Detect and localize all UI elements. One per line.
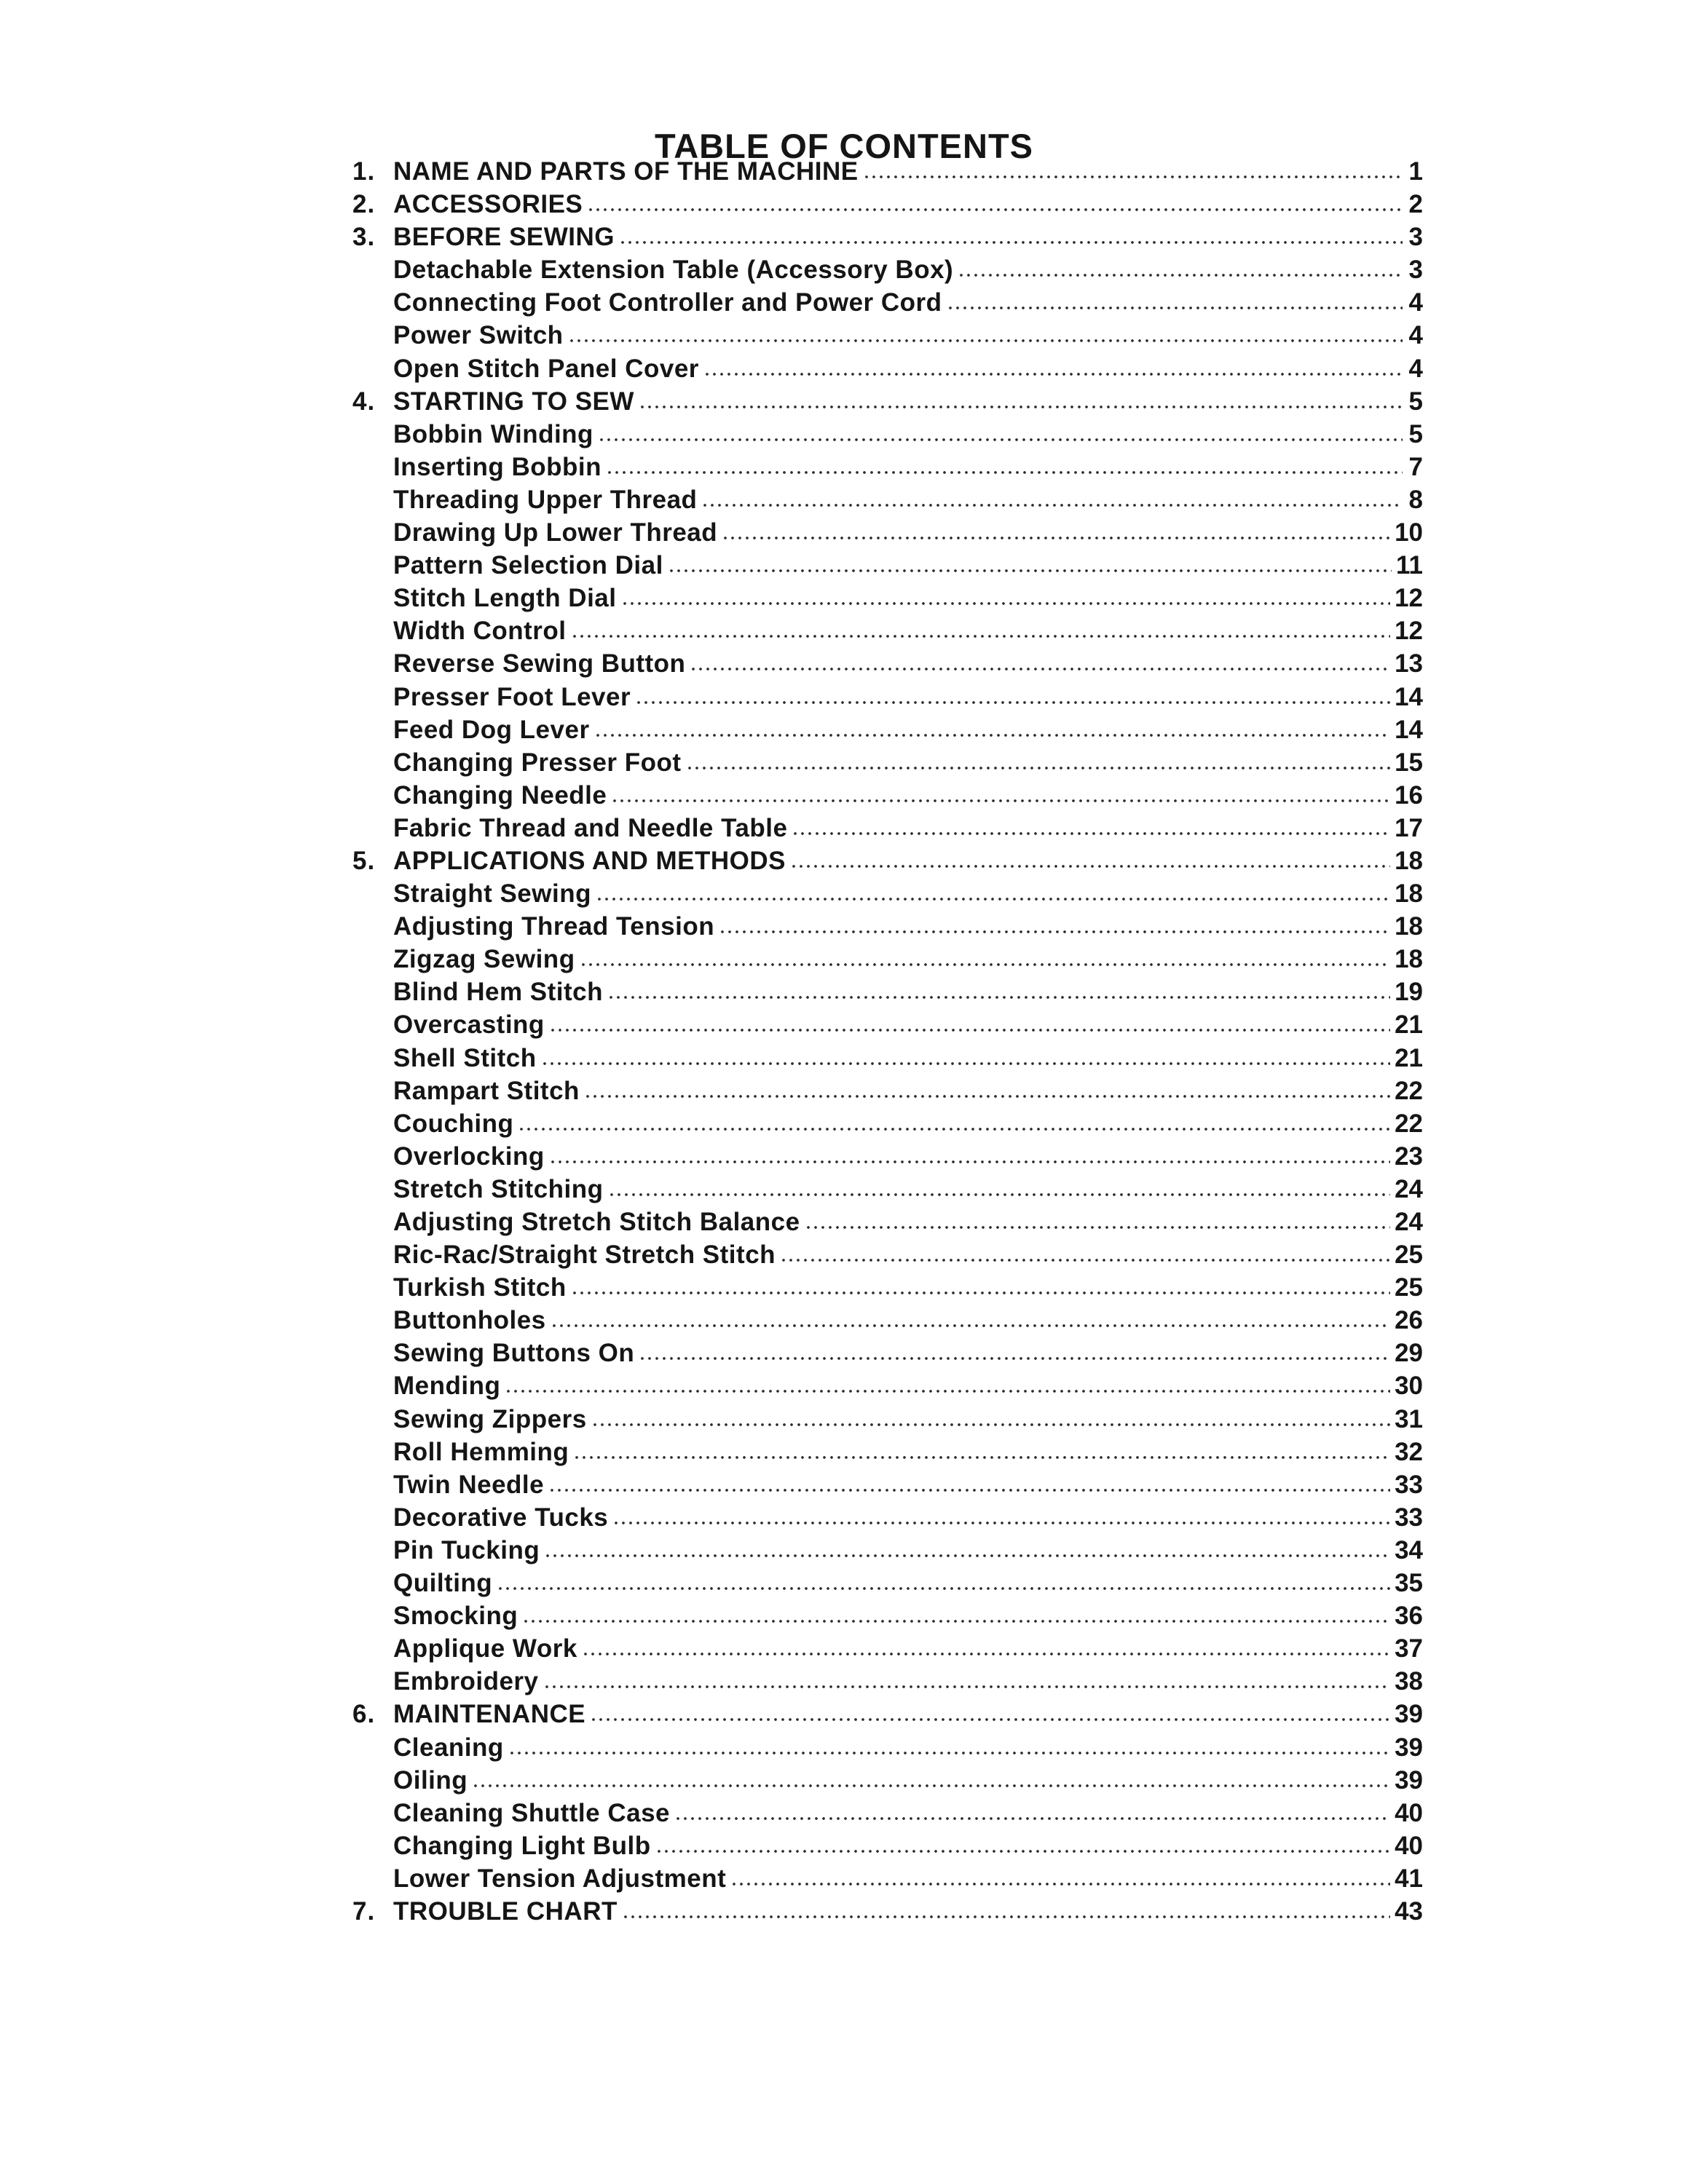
toc-subsection-entry[interactable]	[352, 978, 1423, 1010]
toc-entry-page-number: 43	[1395, 1896, 1423, 1926]
toc-subsection-entry[interactable]	[352, 617, 1423, 649]
dot-leader	[730, 1883, 1390, 1886]
toc-entry-label: Overlocking	[393, 1142, 545, 1171]
dot-leader	[611, 799, 1390, 802]
toc-entry-label: Connecting Foot Controller and Power Cord	[393, 288, 942, 317]
dot-leader	[635, 701, 1390, 704]
toc-entry-page-number: 18	[1395, 846, 1423, 875]
toc-entry-label: Decorative Tucks	[393, 1503, 609, 1532]
toc-entry-page-number: 39	[1395, 1765, 1423, 1795]
toc-section-entry[interactable]	[352, 1897, 1423, 1930]
toc-entry-page-number: 7	[1408, 452, 1423, 481]
toc-subsection-entry[interactable]	[352, 879, 1423, 912]
dot-leader	[571, 1291, 1390, 1294]
toc-subsection-entry[interactable]	[352, 1634, 1423, 1667]
toc-section-entry[interactable]	[352, 847, 1423, 879]
toc-entry-page-number: 36	[1395, 1602, 1423, 1631]
toc-entry-label: Feed Dog Lever	[393, 715, 590, 744]
toc-entry-label: Shell Stitch	[393, 1043, 537, 1072]
dot-leader	[582, 1653, 1390, 1655]
toc-subsection-entry[interactable]	[352, 683, 1423, 716]
toc-entry-label: Drawing Up Lower Thread	[393, 518, 718, 547]
toc-subsection-entry[interactable]	[352, 256, 1423, 288]
toc-subsection-entry[interactable]	[352, 1864, 1423, 1897]
dot-leader	[619, 241, 1403, 244]
toc-entry-page-number: 33	[1395, 1503, 1423, 1532]
toc-entry-page-number: 3	[1408, 256, 1423, 285]
toc-entry-page-number: 24	[1395, 1174, 1423, 1203]
toc-entry-page-number: 21	[1395, 1010, 1423, 1040]
dot-leader	[543, 1685, 1391, 1688]
toc-entry-label: Bobbin Winding	[393, 419, 593, 448]
toc-entry-label: Pin Tucking	[393, 1535, 540, 1564]
dot-leader	[790, 865, 1390, 868]
toc-subsection-entry[interactable]	[352, 1273, 1423, 1306]
toc-subsection-entry[interactable]	[352, 1077, 1423, 1109]
toc-entry-page-number: 16	[1395, 780, 1423, 810]
dot-leader	[947, 306, 1403, 309]
toc-entry-page-number: 4	[1408, 354, 1423, 383]
toc-entry-page-number: 17	[1395, 813, 1423, 842]
toc-entry-page-number: 14	[1395, 715, 1423, 744]
toc-subsection-entry[interactable]	[352, 1010, 1423, 1043]
dot-leader	[571, 635, 1391, 638]
toc-section-entry[interactable]	[352, 387, 1423, 420]
toc-entry-label: Cleaning	[393, 1733, 504, 1762]
toc-subsection-entry[interactable]	[352, 1405, 1423, 1438]
dot-leader	[497, 1587, 1390, 1590]
toc-entry-label: Embroidery	[393, 1667, 539, 1696]
toc-entry-page-number: 40	[1395, 1798, 1423, 1827]
toc-entry-number: 3.	[352, 223, 376, 252]
toc-subsection-entry[interactable]	[352, 1109, 1423, 1142]
toc-entry-label: Width Control	[393, 617, 567, 646]
toc-section-entry[interactable]	[352, 157, 1423, 190]
toc-entry-number: 5.	[352, 846, 376, 875]
dot-leader	[674, 1817, 1390, 1820]
toc-entry-page-number: 18	[1395, 945, 1423, 974]
dot-leader	[522, 1620, 1390, 1623]
dot-leader	[792, 832, 1390, 835]
dot-leader	[690, 668, 1390, 670]
dot-leader	[505, 1390, 1390, 1393]
toc-entry-page-number: 2	[1408, 190, 1423, 219]
dot-leader	[606, 471, 1403, 474]
toc-entry-page-number: 15	[1395, 748, 1423, 777]
toc-entry-label: Overcasting	[393, 1010, 545, 1040]
toc-subsection-entry[interactable]	[352, 288, 1423, 321]
dot-leader	[722, 537, 1390, 539]
toc-entry-page-number: 39	[1395, 1700, 1423, 1729]
toc-entry-page-number: 10	[1395, 518, 1423, 547]
toc-entry-page-number: 38	[1395, 1667, 1423, 1696]
toc-subsection-entry[interactable]	[352, 1306, 1423, 1339]
toc-entry-label: Open Stitch Panel Cover	[393, 354, 699, 383]
dot-leader	[541, 1062, 1390, 1065]
toc-entry-label: MAINTENANCE	[393, 1700, 586, 1729]
toc-subsection-entry[interactable]	[352, 1832, 1423, 1864]
toc-subsection-entry[interactable]	[352, 453, 1423, 486]
toc-entry-label: Buttonholes	[393, 1306, 546, 1335]
dot-leader	[508, 1752, 1390, 1754]
toc-section-entry[interactable]	[352, 1700, 1423, 1733]
toc-entry-number: 6.	[352, 1700, 376, 1729]
toc-entry-label: Rampart Stitch	[393, 1076, 580, 1105]
toc-entry-page-number: 22	[1395, 1109, 1423, 1138]
dot-leader	[590, 1718, 1390, 1721]
toc-entry-page-number: 40	[1395, 1831, 1423, 1860]
toc-entry-page-number: 34	[1395, 1535, 1423, 1564]
dot-leader	[639, 405, 1403, 408]
dot-leader	[591, 1423, 1390, 1426]
toc-entry-label: Blind Hem Stitch	[393, 978, 604, 1007]
toc-entry-page-number: 11	[1396, 551, 1423, 580]
toc-entry-label: Sewing Buttons On	[393, 1339, 635, 1368]
toc-subsection-entry[interactable]	[352, 1175, 1423, 1208]
dot-leader	[703, 373, 1403, 376]
toc-subsection-entry[interactable]	[352, 584, 1423, 617]
dot-leader	[639, 1357, 1390, 1360]
toc-entry-label: Detachable Extension Table (Accessory Box)	[393, 256, 954, 285]
dot-leader	[780, 1259, 1390, 1262]
toc-entry-page-number: 26	[1395, 1306, 1423, 1335]
toc-entry-label: Couching	[393, 1109, 514, 1138]
toc-subsection-entry[interactable]	[352, 1241, 1423, 1273]
toc-entry-page-number: 25	[1395, 1241, 1423, 1270]
dot-leader	[548, 1489, 1390, 1492]
toc-entry-page-number: 37	[1395, 1634, 1423, 1663]
dot-leader	[805, 1226, 1390, 1229]
toc-entry-page-number: 32	[1395, 1437, 1423, 1466]
toc-entry-label: Stretch Stitching	[393, 1174, 604, 1203]
toc-entry-label: Threading Upper Thread	[393, 485, 698, 514]
toc-entry-label: Adjusting Stretch Stitch Balance	[393, 1208, 800, 1236]
toc-entry-page-number: 33	[1395, 1470, 1423, 1499]
toc-entry-label: Pattern Selection Dial	[393, 551, 663, 580]
toc-subsection-entry[interactable]	[352, 1438, 1423, 1471]
toc-entry-page-number: 22	[1395, 1076, 1423, 1105]
toc-subsection-entry[interactable]	[352, 486, 1423, 518]
toc-entry-label: Zigzag Sewing	[393, 945, 575, 974]
toc-subsection-entry[interactable]	[352, 1044, 1423, 1077]
dot-leader	[584, 1095, 1390, 1098]
dot-leader	[863, 175, 1403, 178]
toc-entry-label: Turkish Stitch	[393, 1273, 567, 1302]
dot-leader	[580, 963, 1390, 966]
toc-entry-label: Fabric Thread and Needle Table	[393, 813, 788, 842]
dot-leader	[596, 898, 1390, 901]
dot-leader	[621, 602, 1391, 605]
toc-section-entry[interactable]	[352, 223, 1423, 256]
toc-entry-label: Inserting Bobbin	[393, 452, 602, 481]
toc-entry-number: 1.	[352, 157, 376, 186]
toc-entry-label: APPLICATIONS AND METHODS	[393, 846, 786, 875]
dot-leader	[607, 996, 1390, 999]
dot-leader	[668, 569, 1392, 572]
toc-entry-label: Changing Presser Foot	[393, 748, 682, 777]
dot-leader	[549, 1160, 1390, 1163]
toc-entry-label: Smocking	[393, 1602, 518, 1631]
toc-entry-page-number: 4	[1408, 288, 1423, 317]
dot-leader	[608, 1193, 1391, 1196]
toc-entry-page-number: 14	[1395, 682, 1423, 711]
dot-leader	[701, 504, 1403, 507]
toc-entry-page-number: 13	[1395, 649, 1423, 678]
toc-entry-label: TROUBLE CHART	[393, 1896, 618, 1926]
toc-entry-page-number: 5	[1408, 419, 1423, 448]
toc-entry-number: 4.	[352, 387, 376, 416]
dot-leader	[594, 734, 1390, 737]
toc-entry-label: Changing Needle	[393, 780, 607, 810]
toc-entry-label: Oiling	[393, 1765, 468, 1795]
toc-subsection-entry[interactable]	[352, 1142, 1423, 1175]
toc-entry-page-number: 8	[1408, 485, 1423, 514]
toc-entry-number: 7.	[352, 1896, 376, 1926]
toc-entry-page-number: 4	[1408, 321, 1423, 350]
toc-entry-page-number: 21	[1395, 1043, 1423, 1072]
toc-entry-page-number: 1	[1408, 157, 1423, 186]
toc-entry-label: Twin Needle	[393, 1470, 545, 1499]
toc-entry-page-number: 12	[1395, 584, 1423, 613]
toc-subsection-entry[interactable]	[352, 1503, 1423, 1536]
toc-subsection-entry[interactable]	[352, 1799, 1423, 1832]
toc-subsection-entry[interactable]	[352, 1766, 1423, 1799]
toc-entry-label: Ric-Rac/Straight Stretch Stitch	[393, 1241, 776, 1270]
toc-entry-label: Stitch Length Dial	[393, 584, 617, 613]
toc-subsection-entry[interactable]	[352, 1667, 1423, 1700]
toc-subsection-entry[interactable]	[352, 1471, 1423, 1503]
toc-subsection-entry[interactable]	[352, 1208, 1423, 1241]
toc-entry-page-number: 29	[1395, 1339, 1423, 1368]
dot-leader	[598, 438, 1403, 441]
page-title: TABLE OF CONTENTS	[654, 127, 1034, 166]
toc-entry-number: 2.	[352, 190, 376, 219]
toc-subsection-entry[interactable]	[352, 321, 1423, 354]
dot-leader	[549, 1029, 1390, 1032]
toc-entry-label: Presser Foot Lever	[393, 682, 631, 711]
toc-subsection-entry[interactable]	[352, 1536, 1423, 1569]
toc-entry-page-number: 31	[1395, 1404, 1423, 1433]
dot-leader	[472, 1784, 1390, 1787]
toc-subsection-entry[interactable]	[352, 551, 1423, 584]
toc-entry-page-number: 39	[1395, 1733, 1423, 1762]
dot-leader	[686, 767, 1391, 769]
dot-leader	[587, 208, 1403, 211]
toc-entry-page-number: 18	[1395, 912, 1423, 941]
toc-entry-label: Sewing Zippers	[393, 1404, 587, 1433]
toc-entry-label: NAME AND PARTS OF THE MACHINE	[393, 157, 859, 186]
toc-entry-page-number: 5	[1408, 387, 1423, 416]
toc-subsection-entry[interactable]	[352, 420, 1423, 453]
toc-entry-label: BEFORE SEWING	[393, 223, 615, 252]
toc-entry-page-number: 35	[1395, 1569, 1423, 1598]
toc-subsection-entry[interactable]	[352, 748, 1423, 781]
toc-entry-page-number: 41	[1395, 1864, 1423, 1893]
toc-subsection-entry[interactable]	[352, 1372, 1423, 1404]
toc-entry-page-number: 23	[1395, 1142, 1423, 1171]
toc-entry-label: Roll Hemming	[393, 1437, 569, 1466]
toc-entry-label: Straight Sewing	[393, 879, 591, 909]
toc-subsection-entry[interactable]	[352, 945, 1423, 978]
dot-leader	[518, 1128, 1390, 1131]
toc-entry-label: Adjusting Thread Tension	[393, 912, 715, 941]
dot-leader	[551, 1324, 1390, 1327]
toc-entry-label: Cleaning Shuttle Case	[393, 1798, 671, 1827]
toc-entry-label: ACCESSORIES	[393, 190, 583, 219]
toc-subsection-entry[interactable]	[352, 1339, 1423, 1372]
toc-entry-page-number: 12	[1395, 617, 1423, 646]
toc-entry-page-number: 3	[1408, 223, 1423, 252]
toc-subsection-entry[interactable]	[352, 1602, 1423, 1634]
dot-leader	[573, 1456, 1390, 1459]
dot-leader	[622, 1915, 1390, 1918]
toc-subsection-entry[interactable]	[352, 781, 1423, 814]
toc-entry-label: Reverse Sewing Button	[393, 649, 686, 678]
toc-subsection-entry[interactable]	[352, 518, 1423, 551]
toc-subsection-entry[interactable]	[352, 1569, 1423, 1602]
toc-subsection-entry[interactable]	[352, 355, 1423, 387]
toc-subsection-entry[interactable]	[352, 814, 1423, 847]
toc-entry-page-number: 19	[1395, 978, 1423, 1007]
toc-entry-label: Lower Tension Adjustment	[393, 1864, 727, 1893]
toc-entry-label: STARTING TO SEW	[393, 387, 634, 416]
toc-subsection-entry[interactable]	[352, 1733, 1423, 1766]
toc-section-entry[interactable]	[352, 190, 1423, 223]
dot-leader	[612, 1522, 1390, 1524]
toc-subsection-entry[interactable]	[352, 716, 1423, 748]
toc-entry-label: Power Switch	[393, 321, 564, 350]
toc-entry-page-number: 25	[1395, 1273, 1423, 1302]
toc-entry-label: Quilting	[393, 1569, 493, 1598]
toc-entry-label: Applique Work	[393, 1634, 577, 1663]
toc-entry-label: Mending	[393, 1372, 501, 1401]
toc-subsection-entry[interactable]	[352, 912, 1423, 945]
dot-leader	[719, 930, 1390, 933]
toc-list	[352, 157, 1423, 1930]
toc-entry-label: Changing Light Bulb	[393, 1831, 651, 1860]
toc-entry-page-number: 24	[1395, 1208, 1423, 1236]
dot-leader	[544, 1554, 1390, 1557]
dot-leader	[655, 1850, 1390, 1853]
toc-subsection-entry[interactable]	[352, 649, 1423, 682]
dot-leader	[568, 339, 1403, 342]
dot-leader	[958, 274, 1403, 277]
toc-entry-page-number: 30	[1395, 1372, 1423, 1401]
toc-entry-page-number: 18	[1395, 879, 1423, 909]
